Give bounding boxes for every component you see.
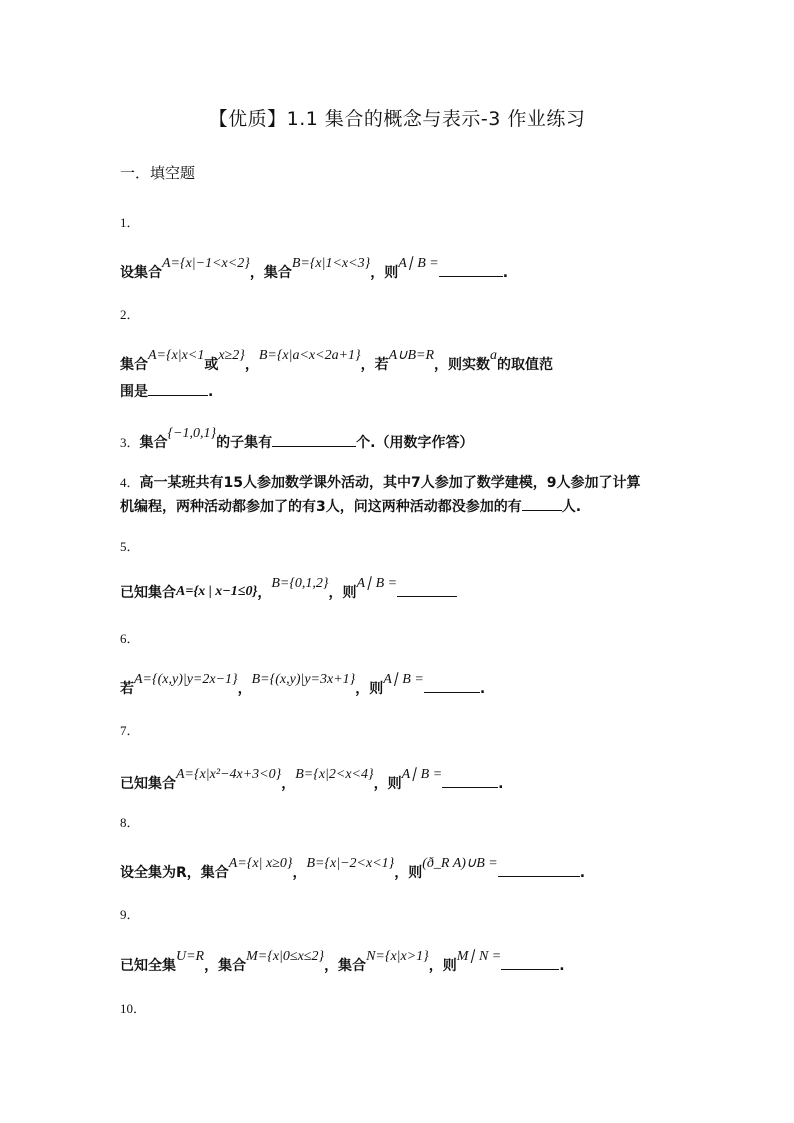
question-text: . xyxy=(579,865,586,881)
math-expression: A={x| x≥0} xyxy=(228,856,293,871)
section-heading: 一．填空题 xyxy=(120,164,196,182)
question-text: 集合 xyxy=(139,435,168,451)
question-text: ，集合 xyxy=(324,958,367,974)
math-expression: A={x|−1<x<2} xyxy=(162,256,250,271)
question-text: . xyxy=(559,958,565,974)
question-number: 3． xyxy=(120,435,140,450)
math-expression: (ð_R A)∪B = xyxy=(422,856,498,871)
question-number: 8． xyxy=(120,815,140,830)
math-expression: U=R xyxy=(176,949,205,964)
question-text: ， xyxy=(292,865,307,881)
question-text: . xyxy=(502,265,509,281)
math-expression: B={x|1<x<3} xyxy=(291,256,371,271)
question-text: 已知全集 xyxy=(120,958,176,974)
question-1 xyxy=(120,256,509,282)
question-text: ，则 xyxy=(428,958,457,974)
math-expression: A∪B=R xyxy=(388,348,435,363)
question-number: 2． xyxy=(120,307,140,322)
question-7 xyxy=(120,767,504,793)
math-expression: A∣ B = xyxy=(383,672,424,687)
question-8 xyxy=(120,856,586,882)
question-text: 围是 xyxy=(120,384,148,400)
question-number: 10． xyxy=(120,1001,147,1016)
question-text: 集合 xyxy=(120,357,148,373)
answer-blank[interactable] xyxy=(439,262,503,277)
math-expression: M={x|0≤x≤2} xyxy=(246,949,325,964)
answer-blank[interactable] xyxy=(397,582,457,597)
question-text: . xyxy=(498,776,504,792)
question-4-line2 xyxy=(120,496,581,516)
question-number: 6． xyxy=(120,631,140,646)
question-text: 若 xyxy=(120,681,134,697)
answer-blank[interactable] xyxy=(442,773,498,788)
answer-blank[interactable] xyxy=(501,955,559,970)
question-text: 个.（用数字作答） xyxy=(356,435,474,451)
question-2 xyxy=(120,348,554,374)
answer-blank[interactable] xyxy=(272,432,356,447)
math-expression: B={x|2<x<4} xyxy=(295,767,374,782)
question-number: 1． xyxy=(120,215,140,230)
page-title: 【优质】1.1 集合的概念与表示-3 作业练习 xyxy=(208,108,586,130)
answer-blank[interactable] xyxy=(424,678,480,693)
question-text: 人. xyxy=(561,499,582,515)
question-text: 或 xyxy=(204,357,219,373)
question-text: 已知集合 xyxy=(120,585,176,601)
math-expression: {−1,0,1} xyxy=(167,426,217,441)
math-expression: B={(x,y)|y=3x+1} xyxy=(251,672,356,687)
question-6 xyxy=(120,672,486,698)
question-5 xyxy=(120,576,457,602)
question-text: ， xyxy=(237,681,252,697)
answer-blank[interactable] xyxy=(148,381,208,396)
question-number: 5． xyxy=(120,539,140,554)
question-text: 的取值范 xyxy=(497,357,554,373)
math-expression: A∣ B = xyxy=(356,576,398,591)
math-expression: A={(x,y)|y=2x−1} xyxy=(134,672,238,687)
question-text: ，则 xyxy=(370,265,399,281)
answer-blank[interactable] xyxy=(498,862,580,877)
question-text: ，若 xyxy=(360,357,389,373)
math-expression: M∣ N = xyxy=(456,949,502,964)
question-text: 机编程，两种活动都参加了的有3人，问这两种活动都没参加的有 xyxy=(120,499,522,515)
question-text: . xyxy=(208,384,214,400)
math-expression: B={0,1,2} xyxy=(271,576,329,591)
math-expression: A={x|x²−4x+3<0} xyxy=(176,767,282,782)
math-expression: B={x|a<x<2a+1} xyxy=(258,348,361,363)
question-text: ，集合 xyxy=(249,265,292,281)
math-expression: A∣ B = xyxy=(398,256,439,271)
question-4 xyxy=(120,472,640,492)
question-number: 7． xyxy=(120,723,140,738)
question-text: ，则 xyxy=(394,865,423,881)
math-expression: A∣ B = xyxy=(401,767,443,782)
question-text: ，集合 xyxy=(204,958,247,974)
question-number: 9． xyxy=(120,907,140,922)
math-expression: B={x|−2<x<1} xyxy=(306,856,395,871)
question-text: 高一某班共有15人参加数学课外活动，其中7人参加了数学建模，9人参加了计算 xyxy=(139,475,641,491)
question-text: ，则 xyxy=(373,776,402,792)
question-number: 4． xyxy=(120,475,140,490)
question-text: 设全集为R，集合 xyxy=(120,865,229,881)
question-3 xyxy=(120,426,474,452)
question-text: 的子集有 xyxy=(216,435,273,451)
math-expression: A={x|x<1 xyxy=(148,348,205,363)
question-text: . xyxy=(479,681,486,697)
math-expression: A={x | x−1≤0} xyxy=(176,584,258,599)
question-text: 已知集合 xyxy=(120,776,176,792)
question-text: ， xyxy=(257,585,272,601)
question-text: 设集合 xyxy=(120,265,162,281)
answer-blank[interactable] xyxy=(522,496,562,511)
question-9 xyxy=(120,949,565,975)
math-expression: a xyxy=(490,348,498,363)
math-expression: x≥2} xyxy=(218,348,245,363)
math-expression: N={x|x>1} xyxy=(366,949,429,964)
question-text: ， xyxy=(281,776,296,792)
question-text: ，则 xyxy=(328,585,357,601)
question-2-line2 xyxy=(120,381,213,401)
question-text: ，则 xyxy=(355,681,384,697)
question-text: ，则实数 xyxy=(434,357,491,373)
question-text: ， xyxy=(244,357,259,373)
